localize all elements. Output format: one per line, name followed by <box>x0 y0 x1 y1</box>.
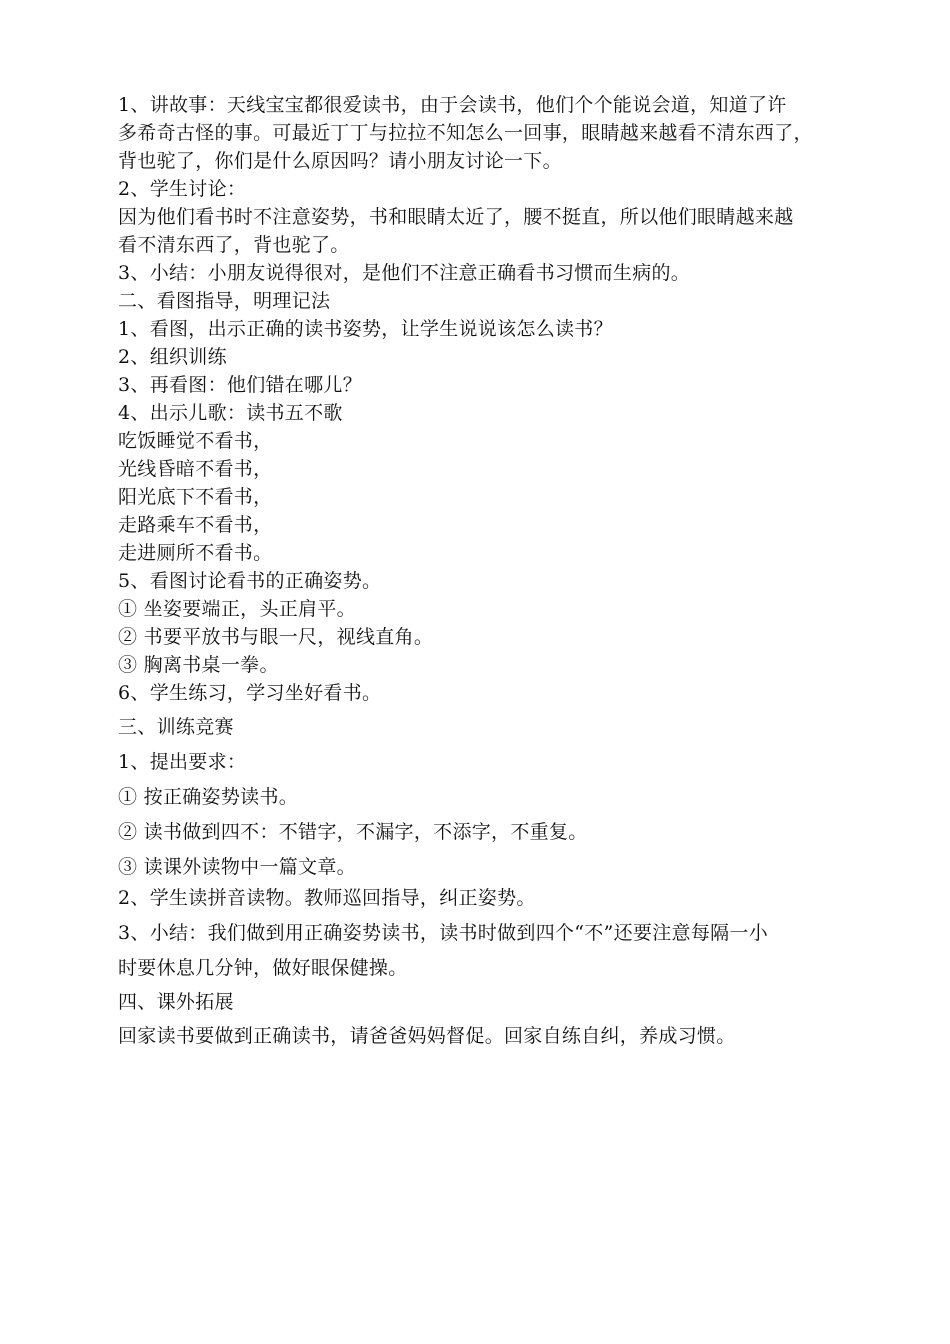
poem-line: 走进厕所不看书。 <box>118 542 273 564</box>
section-heading: 四、课外拓展 <box>118 991 234 1013</box>
text-line: 2、学生读拼音读物。教师巡回指导，纠正姿势。 <box>118 887 536 909</box>
poem-line: 吃饭睡觉不看书， <box>118 430 273 452</box>
text-line: 1、提出要求： <box>118 751 247 773</box>
text-line: 2、学生讨论： <box>118 178 247 200</box>
list-item: ① 按正确姿势读书。 <box>118 786 299 808</box>
text-line: 1、讲故事：天线宝宝都很爱读书，由于会读书，他们个个能说会道，知道了许 <box>118 94 787 116</box>
text-line: 3、小结：小朋友说得很对，是他们不注意正确看书习惯而生病的。 <box>118 262 691 284</box>
section-heading: 二、看图指导，明理记法 <box>118 290 331 312</box>
poem-line: 走路乘车不看书， <box>118 514 273 536</box>
text-line: 背也驼了，你们是什么原因吗？请小朋友讨论一下。 <box>118 150 562 172</box>
section-heading: 三、训练竞赛 <box>118 716 234 738</box>
text-line: 1、看图，出示正确的读书姿势，让学生说说该怎么读书？ <box>118 318 613 340</box>
list-item: ③ 胸离书桌一拳。 <box>118 654 279 676</box>
text-line: 时要休息几分钟，做好眼保健操。 <box>118 957 408 979</box>
text-line: 看不清东西了，背也驼了。 <box>118 234 350 256</box>
poem-line: 阳光底下不看书， <box>118 486 273 508</box>
list-item: ③ 读课外读物中一篇文章。 <box>118 856 356 878</box>
text-line: 因为他们看书时不注意姿势，书和眼睛太近了，腰不挺直，所以他们眼睛越来越 <box>118 206 794 228</box>
text-line: 4、出示儿歌：读书五不歌 <box>118 402 343 424</box>
text-line: 2、组织训练 <box>118 346 227 368</box>
text-line: 3、再看图：他们错在哪儿？ <box>118 374 362 396</box>
text-line: 3、小结：我们做到用正确姿势读书，读书时做到四个“不”还要注意每隔一小 <box>118 922 769 944</box>
list-item: ② 读书做到四不：不错字，不漏字，不添字，不重复。 <box>118 821 588 843</box>
poem-line: 光线昏暗不看书， <box>118 458 273 480</box>
list-item: ① 坐姿要端正，头正肩平。 <box>118 598 356 620</box>
text-line: 6、学生练习，学习坐好看书。 <box>118 682 382 704</box>
text-line: 5、看图讨论看书的正确姿势。 <box>118 570 382 592</box>
text-line: 多希奇古怪的事。可最近丁丁与拉拉不知怎么一回事，眼睛越来越看不清东西了， <box>118 122 813 144</box>
list-item: ② 书要平放书与眼一尺，视线直角。 <box>118 626 434 648</box>
text-line: 回家读书要做到正确读书，请爸爸妈妈督促。回家自练自纠，养成习惯。 <box>118 1025 736 1047</box>
